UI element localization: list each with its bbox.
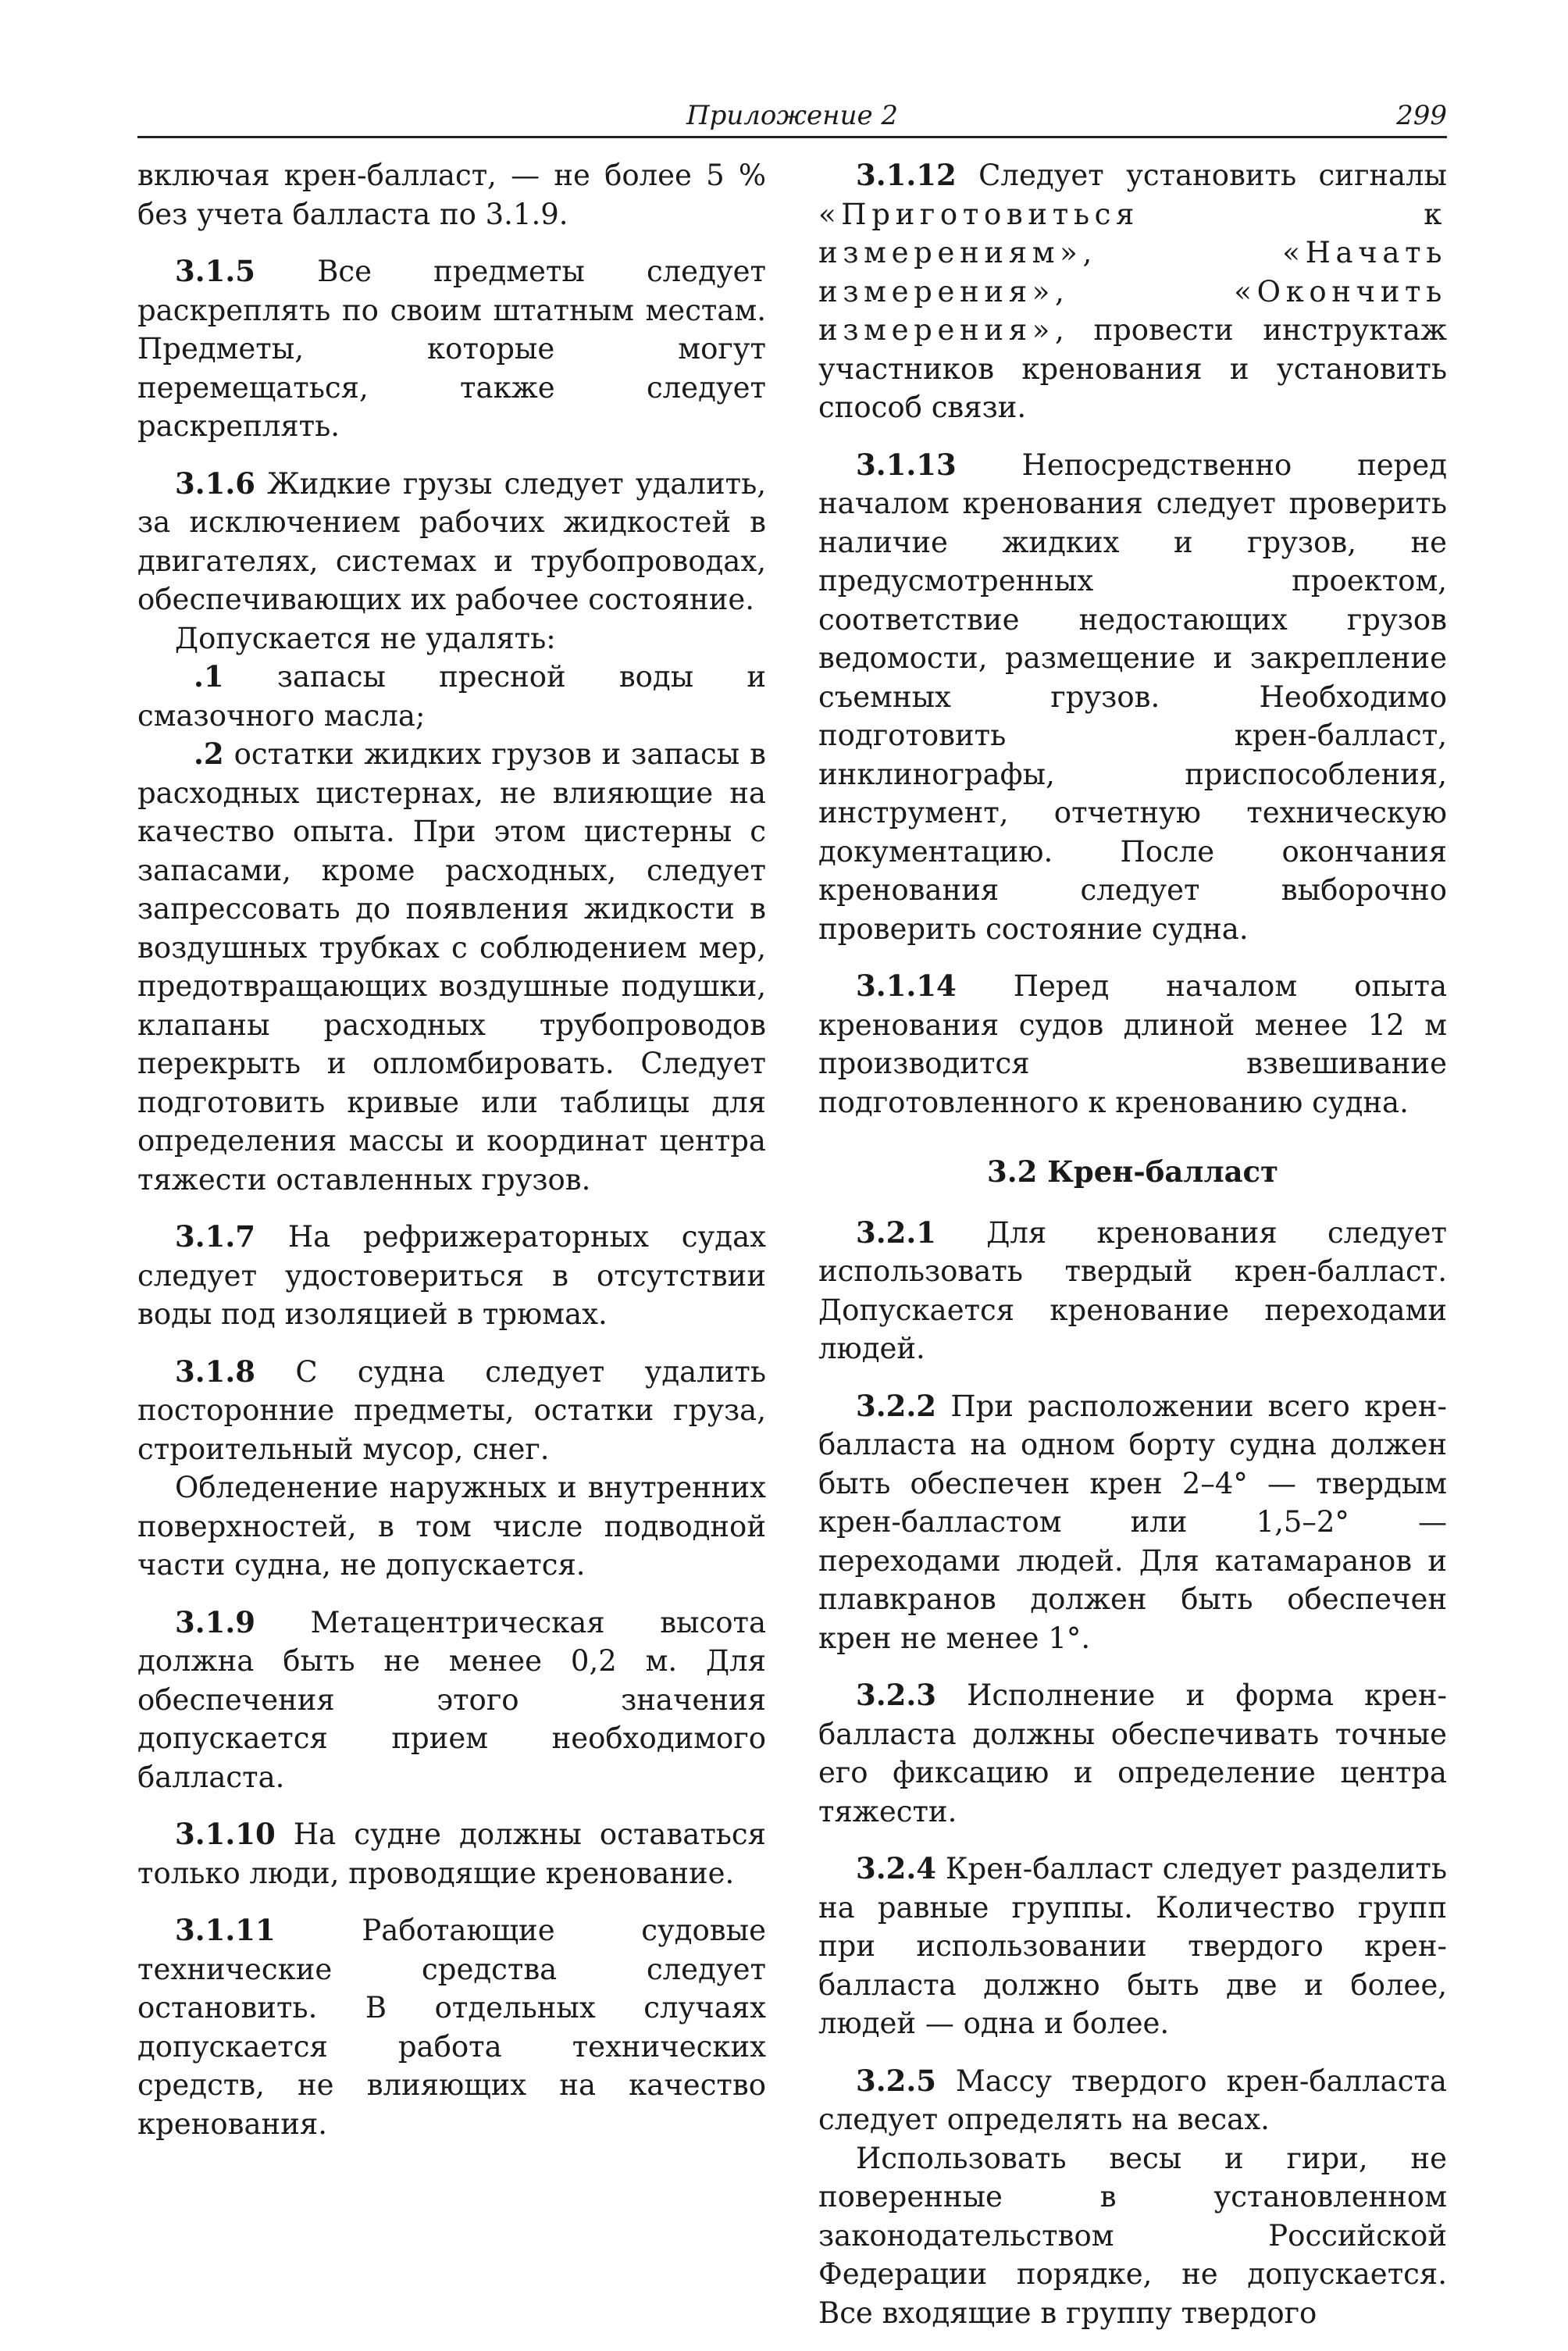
running-header: [137, 97, 1447, 138]
clause-3-2-4: [818, 1850, 1447, 2043]
left-column: [137, 156, 766, 2162]
paragraph-continuation: включая крен-балласт, — не более 5 % без учета балласта по 3.1.9.: [137, 159, 766, 231]
clause-number: 3.1.5: [175, 254, 255, 288]
clause-number: 3.1.11: [175, 1913, 276, 1947]
clause-text: На рефрижераторных судах следует удостовериться в отсутствии воды под изоляцией в трюмах.: [137, 1220, 766, 1331]
clause-text: Для кренования следует использовать твердый крен-балласт. Допускается кренование переходами людей.: [818, 1215, 1447, 1365]
clause-signals: «Приготовиться к измерениям», «Начать измерения», «Окончить измерения»: [818, 197, 1447, 347]
section-heading: 3.2 Крен-балласт: [986, 1154, 1279, 1189]
clause-number: 3.2.1: [856, 1215, 936, 1250]
clause-3-1-6: [137, 465, 766, 619]
clause-text: Метацентрическая высота должна быть не менее 0,2 м. Для обеспечения этого значения допускается прием необходимого балласта.: [137, 1605, 766, 1794]
list-item-text: запасы пресной воды и смазочного масла;: [137, 660, 766, 733]
clause-3-2-1: [818, 1214, 1447, 1368]
clause-3-2-2: [818, 1387, 1447, 1658]
clause-3-2-5: [818, 2062, 1447, 2139]
clause-text-b: , провести инструктаж участников кренования и установить способ связи.: [818, 313, 1447, 424]
right-column: [818, 156, 1447, 2351]
clause-number: 3.1.10: [175, 1817, 276, 1851]
clause-number: 3.1.9: [175, 1604, 255, 1639]
clause-3-1-5: [137, 252, 766, 446]
clause-3-1-13: [818, 446, 1447, 949]
clause-text-a: Следует установить сигналы: [978, 159, 1447, 192]
clause-number: 3.2.3: [856, 1678, 936, 1712]
clause-text: Все предметы следует раскреплять по своим штатным местам. Предметы, которые могут перемещаться, также следует раскреплять.: [137, 255, 766, 443]
list-item-number: .2: [194, 737, 224, 771]
clause-3-1-12: [818, 156, 1447, 427]
clause-3-1-6-allowed: Допускается не удалять:: [175, 621, 556, 655]
clause-3-2-3: [818, 1676, 1447, 1831]
list-item-2: [137, 735, 766, 1199]
clause-number: 3.2.5: [856, 2063, 936, 2098]
clause-3-1-9: [137, 1604, 766, 1797]
clause-number: 3.2.2: [856, 1388, 936, 1423]
clause-3-1-10: [137, 1815, 766, 1893]
list-item-text: остатки жидких грузов и запасы в расходных цистернах, не влияющие на качество опыта. При этом цистерны с запасами, кроме расходных, следует запрессовать до появления жидкости в воздушных трубках с соблюдением мер, предотвращающих воздушные подушки, клапаны расходных трубопроводов перекрыть и опломбировать. Следует подготовить кривые или таблицы для определения массы и координат центра тяжести оставленных грузов.: [137, 737, 766, 1197]
clause-number: 3.1.12: [856, 158, 957, 192]
list-item-1: [137, 658, 766, 735]
clause-text: Перед началом опыта кренования судов длиной менее 12 м производится взвешивание подготовленного к кренованию судна.: [818, 969, 1448, 1119]
list-item-number: .1: [194, 659, 224, 694]
clause-3-2-5-weights: Использовать весы и гири, не поверенные в установленном законодательством Российской Федерации порядке, не допускается. Все входящие в группу твердого: [818, 2141, 1447, 2330]
clause-3-1-14: [818, 967, 1447, 1122]
clause-number: 3.1.7: [175, 1219, 255, 1254]
clause-text: На судне должны оставаться только люди, проводящие кренование.: [137, 1818, 766, 1890]
clause-number: 3.1.13: [856, 447, 957, 482]
clause-number: 3.1.6: [175, 466, 255, 501]
page-number: 299: [1396, 100, 1447, 131]
clause-3-1-8: [137, 1353, 766, 1469]
clause-text: При расположении всего крен-балласта на одном борту судна должен быть обеспечен крен 2–4° — твердым крен-балластом или 1,5–2° — переходами людей. Для катамаранов и плавкранов должен быть обеспечен крен не менее 1°.: [818, 1389, 1447, 1655]
clause-text: Жидкие грузы следует удалить, за исключением рабочих жидкостей в двигателях, системах и трубопроводах, обеспечивающих их рабочее состояние.: [137, 466, 767, 616]
clause-3-1-11: [137, 1911, 766, 2143]
header-title: Приложение 2: [686, 100, 899, 131]
clause-number: 3.2.4: [856, 1851, 936, 1885]
clause-3-1-7: [137, 1218, 766, 1334]
clause-text: Непосредственно перед началом кренования следует проверить наличие жидких и грузов, не предусмотренных проектом, соответствие недостающих грузов ведомости, размещение и закрепление съемных грузов. Необходимо подготовить крен-балласт, инклинографы, приспособления, инструмент, отчетную техническую документацию. После окончания кренования следует выборочно проверить состояние судна.: [818, 448, 1447, 946]
clause-text: Крен-балласт следует разделить на равные группы. Количество групп при использовании твердого крен-балласта должно быть две и более, людей — одна и более.: [818, 1852, 1448, 2040]
clause-text: С судна следует удалить посторонние предметы, остатки груза, строительный мусор, снег.: [137, 1354, 766, 1466]
clause-text: Работающие судовые технические средства следует остановить. В отдельных случаях допускается работа технических средств, не влияющих на качество кренования.: [137, 1914, 766, 2141]
clause-text: Исполнение и форма крен-балласта должны обеспечивать точные его фиксацию и определение центра тяжести.: [818, 1679, 1447, 1828]
clause-3-1-8-ice: Обледенение наружных и внутренних поверхностей, в том числе подводной части судна, не допускается.: [137, 1471, 766, 1582]
clause-text: Массу твердого крен-балласта следует определять на весах.: [818, 2064, 1447, 2136]
clause-number: 3.1.14: [856, 969, 957, 1003]
clause-number: 3.1.8: [175, 1354, 255, 1389]
